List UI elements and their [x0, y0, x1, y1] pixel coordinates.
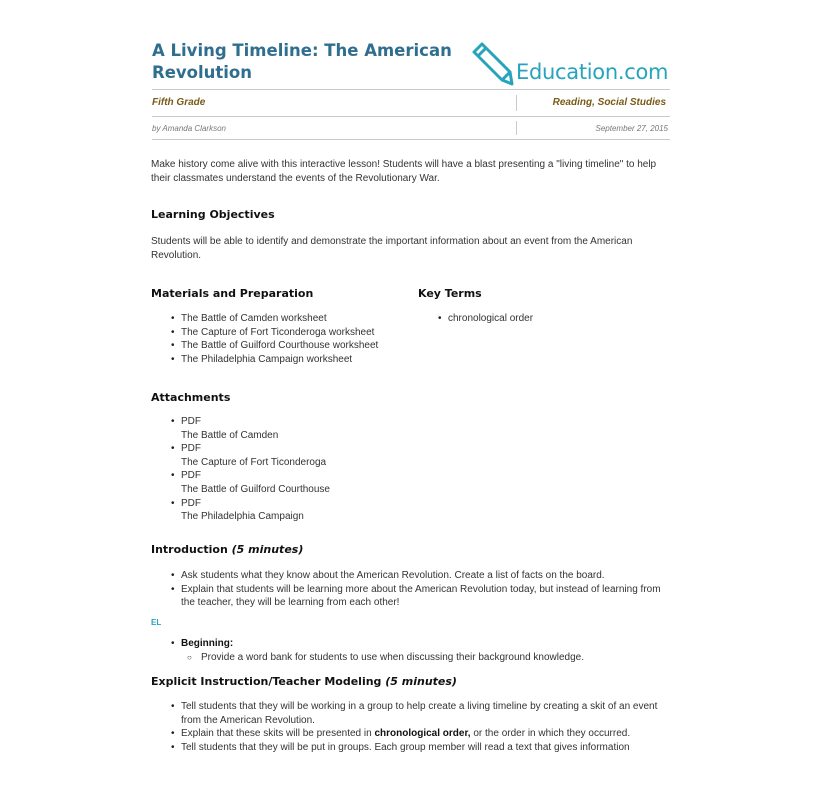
- introduction-list: [151, 569, 671, 610]
- el-list: [151, 637, 671, 651]
- brand-name: Education.com: [516, 60, 669, 84]
- list-item: • Tell students that they will be working in a group to help create a living timeline by creating a skit of an event from the American Revolution.: [151, 700, 671, 727]
- list-item: ○ Provide a word bank for students to use when discussing their background knowledge.: [151, 651, 671, 665]
- divider: [152, 139, 670, 140]
- el-label: EL: [151, 618, 162, 627]
- pencil-logo-icon: [468, 42, 516, 88]
- divider: [152, 116, 670, 117]
- divider: [516, 95, 517, 111]
- item-text: Explain that these skits will be presented in: [181, 728, 375, 740]
- divider: [152, 89, 670, 90]
- key-term-bold: chronological order,: [374, 728, 471, 740]
- author-label: by Amanda Clarkson: [152, 124, 226, 133]
- attachment-name[interactable]: The Battle of Guilford Courthouse: [181, 483, 330, 495]
- explicit-instruction-heading-text: Explicit Instruction/Teacher Modeling: [151, 675, 382, 688]
- list-item: • Explain that students will be learning more about the American Revolution today, but instead of learning from the teacher, they will be learning from each other!: [151, 583, 671, 610]
- grade-label: Fifth Grade: [152, 97, 206, 108]
- explicit-instruction-heading: [151, 675, 457, 688]
- learning-objectives-heading: Learning Objectives: [151, 208, 275, 221]
- materials-list: [151, 312, 411, 366]
- attachment-item[interactable]: [151, 497, 451, 524]
- list-item[interactable]: • The Battle of Guilford Courthouse worksheet: [151, 339, 411, 353]
- attachment-name[interactable]: The Philadelphia Campaign: [181, 511, 304, 523]
- item-text: or the order in which they occurred.: [470, 728, 631, 740]
- list-item: [151, 637, 671, 651]
- attachment-item[interactable]: [151, 415, 451, 442]
- key-terms-list: [418, 312, 668, 326]
- attachment-type: PDF: [181, 497, 201, 509]
- el-level: Beginning:: [181, 638, 234, 649]
- attachment-item[interactable]: [151, 469, 451, 496]
- attachment-type: PDF: [181, 416, 201, 427]
- list-item: • Tell students that they will be put in groups. Each group member will read a text that gives information: [151, 741, 671, 755]
- el-sub-list: [151, 651, 671, 665]
- attachment-item[interactable]: [151, 442, 451, 469]
- intro-paragraph: Make history come alive with this interactive lesson! Students will have a blast presenting a "living timeline" to help their classmates understand the events of the Revolutionary War.: [151, 159, 657, 184]
- attachment-name[interactable]: The Battle of Camden: [181, 429, 279, 441]
- introduction-heading: [151, 543, 303, 556]
- date-label: September 27, 2015: [595, 124, 668, 133]
- divider: [516, 121, 517, 135]
- page-title: A Living Timeline: The American Revolution: [152, 41, 452, 82]
- list-item: • chronological order: [418, 312, 668, 326]
- list-item: • Ask students what they know about the American Revolution. Create a list of facts on the board.: [151, 569, 671, 583]
- list-item[interactable]: • The Capture of Fort Ticonderoga worksheet: [151, 326, 411, 340]
- introduction-duration: (5 minutes): [231, 543, 304, 556]
- list-item[interactable]: • The Battle of Camden worksheet: [151, 312, 411, 326]
- explicit-instruction-duration: (5 minutes): [385, 675, 457, 688]
- list-item: [151, 727, 671, 741]
- attachments-list: [151, 415, 451, 524]
- introduction-heading-text: Introduction: [151, 543, 228, 556]
- attachment-type: PDF: [181, 443, 201, 455]
- explicit-instruction-list: [151, 700, 671, 786]
- attachment-type: PDF: [181, 470, 201, 482]
- education-com-logo[interactable]: [468, 42, 678, 88]
- list-item[interactable]: • The Philadelphia Campaign worksheet: [151, 353, 411, 367]
- key-terms-heading: Key Terms: [418, 287, 482, 300]
- learning-objectives-text: Students will be able to identify and demonstrate the important information about an event from the American Revolution.: [151, 236, 633, 261]
- materials-heading: Materials and Preparation: [151, 287, 314, 300]
- attachment-name[interactable]: The Capture of Fort Ticonderoga: [181, 456, 327, 468]
- subjects-label: Reading, Social Studies: [552, 97, 666, 108]
- attachments-heading: Attachments: [151, 391, 231, 404]
